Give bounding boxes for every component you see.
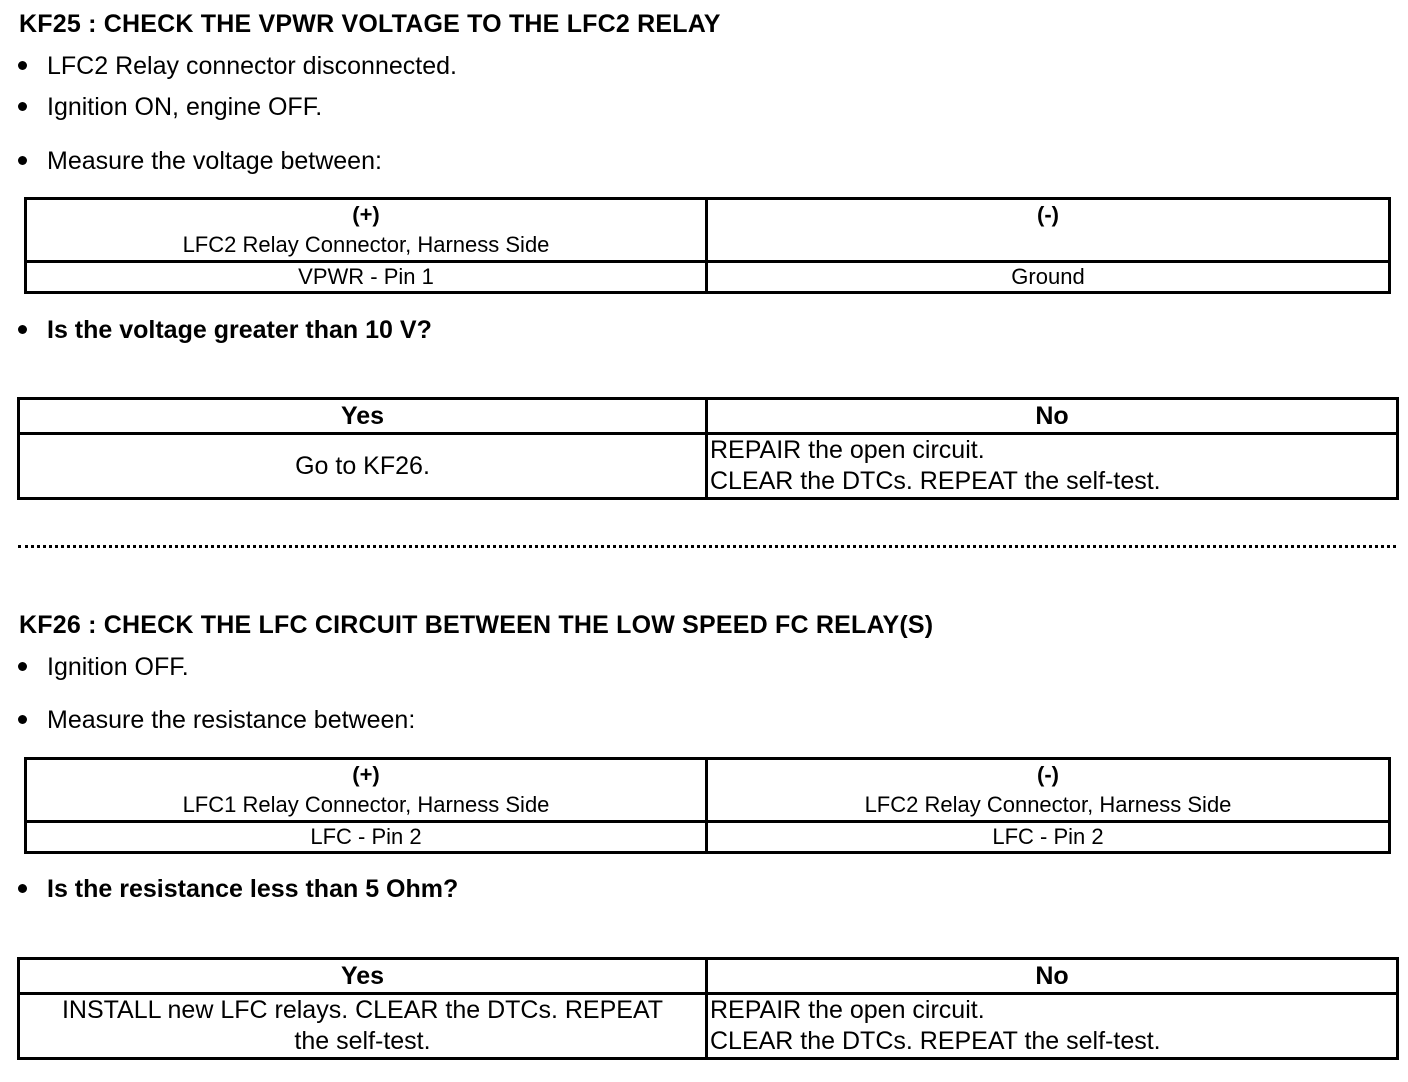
- no-header: No: [707, 959, 1398, 994]
- positive-label: (+): [352, 202, 380, 227]
- section-divider: [18, 545, 1396, 548]
- table-row: [19, 399, 1398, 434]
- table-row: [19, 959, 1398, 994]
- bullet-text: Measure the voltage between:: [47, 147, 382, 175]
- no-action: [707, 994, 1398, 1059]
- measure-header-positive: [26, 759, 707, 822]
- positive-connector: LFC2 Relay Connector, Harness Side: [182, 232, 550, 257]
- kf26-title: KF26 : CHECK THE LFC CIRCUIT BETWEEN THE LOW SPEED FC RELAY(S): [19, 611, 934, 639]
- kf25-bullet-connector: [18, 52, 457, 81]
- no-action-line: REPAIR the open circuit.: [710, 996, 985, 1024]
- kf25-question: [18, 316, 432, 345]
- kf25-measure-table: [24, 197, 1391, 294]
- table-row: [19, 434, 1398, 499]
- kf26-bullet-measure: [18, 706, 415, 735]
- kf26-bullet-ignition: [18, 653, 189, 682]
- bullet-text: Ignition OFF.: [47, 653, 189, 681]
- bullet-icon: [18, 325, 27, 334]
- kf26-measure-table: [24, 757, 1391, 854]
- no-action-line: CLEAR the DTCs. REPEAT the self-test.: [710, 1027, 1161, 1055]
- yes-action: [19, 994, 707, 1059]
- positive-pin: VPWR - Pin 1: [26, 262, 707, 293]
- table-row: [26, 759, 1390, 822]
- yes-action-line: INSTALL new LFC relays. CLEAR the DTCs. REPEAT: [61, 996, 664, 1024]
- measure-header-negative: [707, 199, 1390, 262]
- kf25-bullet-ignition: [18, 93, 322, 122]
- negative-label: (-): [1037, 762, 1059, 787]
- positive-pin: LFC - Pin 2: [26, 822, 707, 853]
- bullet-text: LFC2 Relay connector disconnected.: [47, 52, 457, 80]
- negative-pin: Ground: [707, 262, 1390, 293]
- yes-header: Yes: [19, 399, 707, 434]
- yes-action: Go to KF26.: [19, 434, 707, 499]
- table-row: [26, 199, 1390, 262]
- kf25-bullet-measure: [18, 147, 382, 176]
- bullet-icon: [18, 715, 27, 724]
- table-row: [26, 262, 1390, 293]
- kf26-result-table: [17, 957, 1399, 1060]
- question-text: Is the resistance less than 5 Ohm?: [47, 875, 459, 903]
- measure-header-positive: [26, 199, 707, 262]
- table-row: [19, 994, 1398, 1059]
- question-text: Is the voltage greater than 10 V?: [47, 316, 432, 344]
- yes-header: Yes: [19, 959, 707, 994]
- kf25-result-table: [17, 397, 1399, 500]
- yes-action-line: the self-test.: [294, 1027, 431, 1055]
- negative-connector: LFC2 Relay Connector, Harness Side: [864, 792, 1232, 817]
- bullet-icon: [18, 884, 27, 893]
- no-action-line: REPAIR the open circuit.: [710, 436, 985, 464]
- bullet-icon: [18, 102, 27, 111]
- positive-connector: LFC1 Relay Connector, Harness Side: [182, 792, 550, 817]
- no-header: No: [707, 399, 1398, 434]
- bullet-text: Ignition ON, engine OFF.: [47, 93, 323, 121]
- bullet-text: Measure the resistance between:: [47, 706, 416, 734]
- positive-label: (+): [352, 762, 380, 787]
- no-action-line: CLEAR the DTCs. REPEAT the self-test.: [710, 467, 1161, 495]
- bullet-icon: [18, 61, 27, 70]
- kf25-title: KF25 : CHECK THE VPWR VOLTAGE TO THE LFC2 RELAY: [19, 10, 721, 38]
- bullet-icon: [18, 662, 27, 671]
- negative-label: (-): [1037, 202, 1059, 227]
- negative-pin: LFC - Pin 2: [707, 822, 1390, 853]
- table-row: [26, 822, 1390, 853]
- kf26-question: [18, 875, 458, 904]
- bullet-icon: [18, 156, 27, 165]
- measure-header-negative: [707, 759, 1390, 822]
- no-action: [707, 434, 1398, 499]
